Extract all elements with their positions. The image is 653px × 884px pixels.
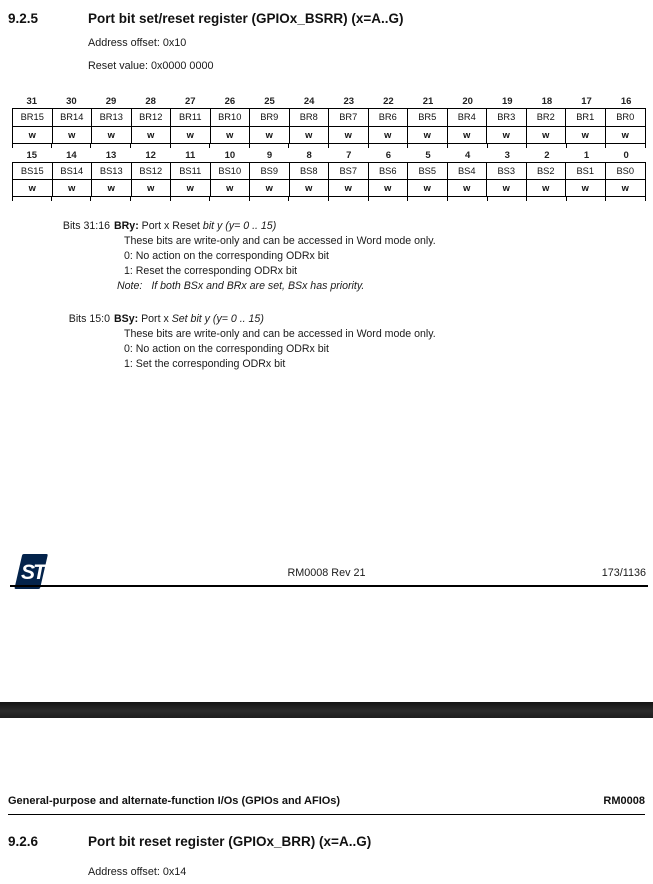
access-cell: w — [487, 180, 527, 196]
access-cell: w — [250, 180, 290, 196]
field-summary-plain: Port x — [138, 313, 172, 325]
field-cell: BR0 — [616, 112, 635, 122]
section-heading-926 — [8, 834, 371, 849]
field-cell: BS14 — [53, 163, 93, 180]
footer-doc-rev: RM0008 Rev 21 — [287, 567, 366, 579]
bit-number: 31 — [26, 96, 38, 107]
stub-cell — [527, 144, 567, 148]
field-cell: BS12 — [132, 163, 172, 180]
access-cell: w — [53, 127, 93, 143]
bit-number: 11 — [185, 149, 196, 161]
access-cell: w — [171, 127, 211, 143]
access-cell: w — [408, 127, 448, 143]
field-summary-plain: Port x Reset — [138, 220, 203, 232]
section-number: 9.2.6 — [8, 834, 39, 849]
note-text: If both BSx and BRx are set, BSx has priority. — [151, 280, 365, 292]
bit-numbers-lower — [12, 148, 646, 162]
bit-number: 7 — [346, 149, 352, 161]
field-cell: BS10 — [211, 163, 251, 180]
note-label: Note: — [117, 280, 143, 292]
access-cell: w — [527, 180, 567, 196]
bit-numbers-upper — [12, 94, 646, 108]
stub-cell — [329, 197, 369, 201]
access-cell: w — [211, 127, 251, 143]
bit-number: 17 — [581, 96, 592, 107]
stub-cell — [488, 197, 528, 201]
page2-header-doc: RM0008 — [603, 795, 645, 807]
description-line: 1: Reset the corresponding ODRx bit — [124, 265, 298, 277]
bit-number: 8 — [306, 149, 312, 161]
field-cell: BS11 — [171, 163, 211, 180]
field-row-lower — [12, 162, 646, 181]
bit-number: 18 — [541, 96, 553, 107]
stub-cell — [52, 197, 92, 201]
description-lines — [114, 234, 436, 279]
field-cell: BR8 — [290, 109, 330, 126]
stub-row-upper — [12, 144, 646, 148]
field-cell: BS7 — [329, 163, 369, 180]
field-cell: BR15 — [13, 109, 53, 126]
description-line: 0: No action on the corresponding ODRx bit — [124, 250, 329, 262]
access-cell: w — [250, 127, 290, 143]
bit-number: 10 — [224, 149, 236, 161]
stub-row-lower — [12, 197, 646, 201]
page2-header — [8, 795, 645, 807]
page2-header-rule — [8, 814, 645, 815]
note-line — [117, 279, 436, 294]
bit-number: 9 — [266, 149, 273, 161]
stub-cell — [210, 144, 250, 148]
bit-number: 2 — [544, 149, 550, 161]
bit-number: 28 — [145, 96, 156, 107]
access-cell: w — [369, 180, 409, 196]
access-cell: w — [53, 180, 93, 196]
access-cell: w — [369, 127, 409, 143]
bit-number: 27 — [185, 96, 196, 107]
field-cell: BR11 — [171, 109, 211, 126]
bit-description-br — [0, 219, 645, 294]
bit-number: 0 — [623, 149, 629, 161]
field-cell: BR1 — [566, 109, 606, 126]
access-cell: w — [566, 127, 606, 143]
register-diagram — [12, 94, 646, 201]
bit-number: 12 — [145, 149, 156, 161]
field-name: BSy: — [114, 313, 139, 325]
stub-cell — [250, 197, 290, 201]
access-cell: w — [92, 180, 132, 196]
bit-number: 21 — [422, 96, 434, 107]
field-cell: BS9 — [250, 163, 290, 180]
field-cell: BR7 — [329, 109, 369, 126]
field-summary-italic: Set bit y (y= 0 .. 15) — [171, 313, 264, 325]
bit-number: 5 — [425, 149, 431, 161]
field-cell: BS4 — [448, 163, 488, 180]
stub-cell — [171, 197, 211, 201]
access-cell: w — [527, 127, 567, 143]
field-cell: BR12 — [132, 109, 172, 126]
field-summary — [114, 312, 436, 327]
stub-cell — [210, 197, 250, 201]
bit-number: 29 — [105, 96, 117, 107]
stub-cell — [91, 197, 131, 201]
bit-number: 23 — [343, 96, 355, 107]
reset-value: Reset value: 0x0000 0000 — [88, 60, 214, 72]
access-row-lower — [12, 180, 646, 197]
field-cell: BR9 — [250, 109, 290, 126]
field-summary-italic: bit y (y= 0 .. 15) — [202, 220, 277, 232]
stub-cell — [448, 144, 488, 148]
stub-cell — [369, 144, 409, 148]
field-summary — [114, 219, 436, 234]
stub-cell — [527, 197, 567, 201]
bit-description-bs — [0, 312, 645, 372]
section-number: 9.2.5 — [8, 11, 39, 26]
stub-cell — [250, 144, 290, 148]
access-cell: w — [566, 180, 606, 196]
field-cell: BS13 — [92, 163, 132, 180]
section-heading-925 — [8, 11, 403, 26]
field-cell: BR10 — [211, 109, 251, 126]
access-row-upper — [12, 127, 646, 144]
field-name: BRy: — [114, 220, 139, 232]
stub-cell — [408, 197, 448, 201]
description-line: 1: Set the corresponding ODRx bit — [124, 358, 286, 370]
page2-header-title: General-purpose and alternate-function I/Os (GPIOs and AFIOs) — [8, 795, 341, 807]
stub-cell — [606, 144, 646, 148]
access-cell: w — [621, 183, 629, 193]
field-cell: BS8 — [290, 163, 330, 180]
bit-number: 22 — [383, 96, 394, 107]
stub-cell — [289, 144, 329, 148]
field-cell: BS1 — [566, 163, 606, 180]
stub-cell — [52, 144, 92, 148]
access-cell: w — [132, 127, 172, 143]
footer-rule — [10, 585, 648, 587]
stub-cell — [408, 144, 448, 148]
field-cell: BS0 — [616, 165, 635, 176]
stub-cell — [488, 144, 528, 148]
bits-range-label: Bits 31:16 — [62, 220, 110, 232]
stub-cell — [606, 197, 646, 201]
bits-range-label: Bits 15:0 — [68, 313, 110, 325]
field-cell: BS15 — [13, 163, 53, 180]
field-cell: BR3 — [487, 109, 527, 126]
stub-cell — [369, 197, 409, 201]
field-cell: BR4 — [448, 109, 488, 126]
field-cell: BR6 — [369, 109, 409, 126]
stub-cell — [329, 144, 369, 148]
stub-cell — [567, 144, 607, 148]
section-title: Port bit reset register (GPIOx_BRR) (x=A..G) — [88, 834, 372, 849]
stub-cell — [171, 144, 211, 148]
bit-number: 30 — [66, 96, 77, 107]
access-cell: w — [408, 180, 448, 196]
field-cell: BR13 — [92, 109, 132, 126]
bit-number: 19 — [502, 96, 513, 107]
field-cell: BS3 — [487, 163, 527, 180]
description-line: These bits are write-only and can be accessed in Word mode only. — [124, 328, 436, 340]
access-cell: w — [171, 180, 211, 196]
access-cell: w — [290, 180, 330, 196]
field-row-upper — [12, 108, 646, 127]
description-line: 0: No action on the corresponding ODRx bit — [124, 343, 329, 355]
stub-cell — [91, 144, 131, 148]
stub-cell — [289, 197, 329, 201]
bit-number: 3 — [504, 149, 510, 161]
access-cell: w — [621, 129, 629, 140]
bit-number: 15 — [26, 149, 38, 161]
description-line: These bits are write-only and can be accessed in Word mode only. — [124, 235, 436, 247]
field-cell: BR5 — [408, 109, 448, 126]
bit-number: 14 — [66, 149, 77, 161]
bit-number: 24 — [303, 96, 315, 107]
access-cell: w — [487, 127, 527, 143]
field-cell: BS2 — [527, 163, 567, 180]
stub-cell — [131, 197, 171, 201]
access-cell: w — [329, 127, 369, 143]
field-cell: BR2 — [527, 109, 567, 126]
bit-number: 13 — [105, 149, 117, 161]
access-cell: w — [132, 180, 172, 196]
access-cell: w — [92, 127, 132, 143]
bit-number: 26 — [224, 96, 236, 107]
bit-number: 20 — [462, 96, 473, 107]
bit-number: 6 — [385, 149, 392, 161]
address-offset: Address offset: 0x10 — [88, 37, 187, 49]
bit-number: 25 — [264, 96, 275, 107]
bit-number: 16 — [620, 96, 632, 107]
access-cell: w — [13, 180, 53, 196]
field-cell: BS6 — [369, 163, 409, 180]
description-lines — [114, 327, 436, 372]
access-cell: w — [448, 127, 488, 143]
access-cell: w — [13, 127, 53, 143]
footer-page-number: 173/1136 — [601, 567, 646, 579]
field-cell: BS5 — [408, 163, 448, 180]
bit-number: 1 — [583, 149, 590, 161]
page-separator-bar — [0, 702, 653, 718]
access-cell: w — [211, 180, 251, 196]
stub-cell — [448, 197, 488, 201]
stub-cell — [12, 197, 52, 201]
svg-text:ST: ST — [21, 561, 44, 584]
access-cell: w — [329, 180, 369, 196]
stub-cell — [567, 197, 607, 201]
address-offset: Address offset: 0x14 — [88, 866, 187, 878]
section-title: Port bit set/reset register (GPIOx_BSRR) (x=A..G) — [88, 11, 404, 26]
stub-cell — [131, 144, 171, 148]
access-cell: w — [290, 127, 330, 143]
stub-cell — [12, 144, 52, 148]
access-cell: w — [448, 180, 488, 196]
bit-number: 4 — [465, 149, 471, 161]
field-cell: BR14 — [53, 109, 93, 126]
